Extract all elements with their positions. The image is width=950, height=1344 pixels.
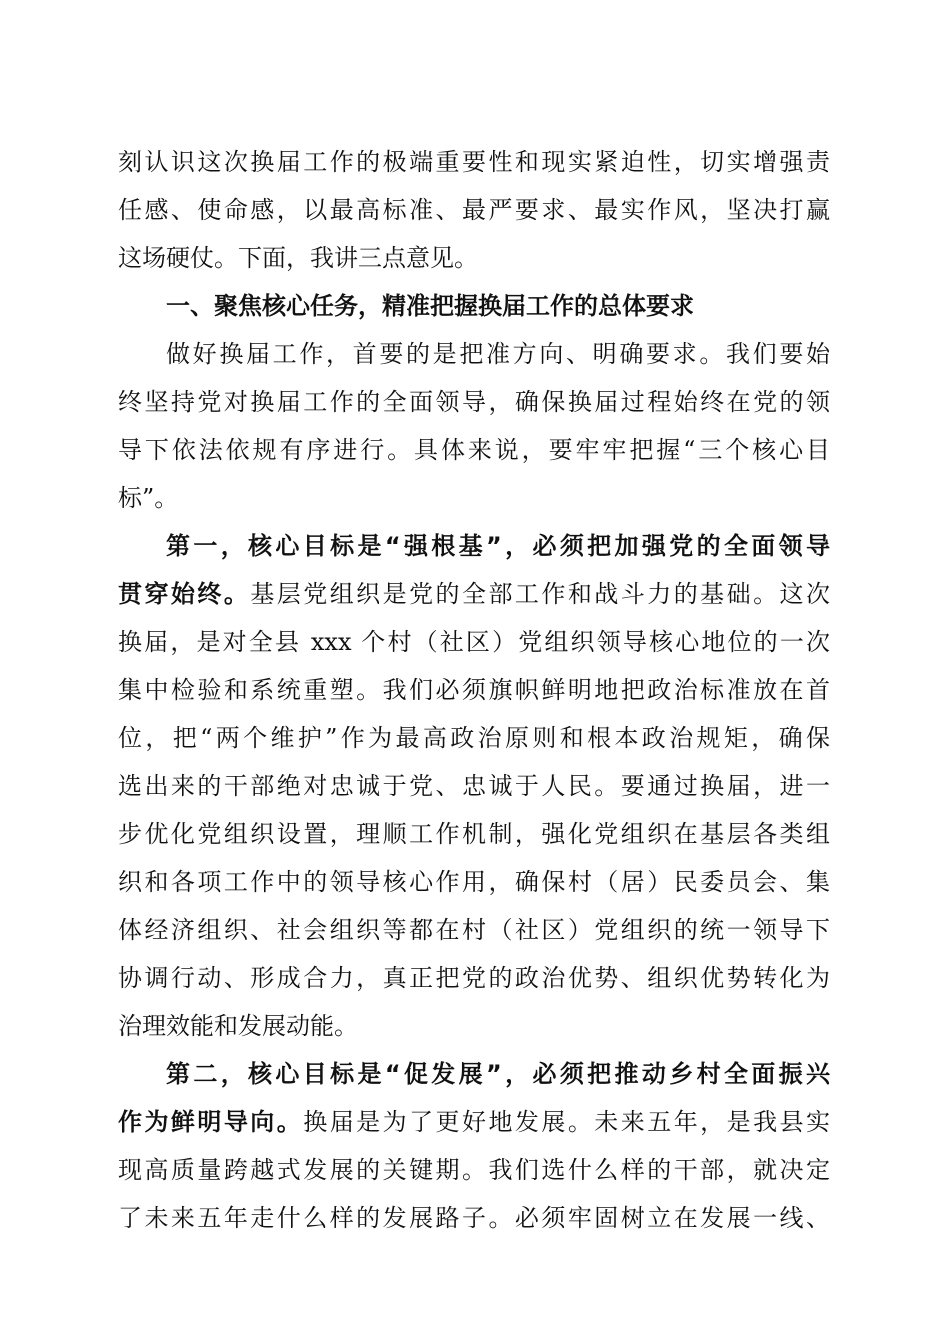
paragraph-line bbox=[118, 1102, 830, 1142]
paragraph-text: 基层党组织是党的全部工作和战斗力的基础。这次 bbox=[250, 580, 831, 608]
paragraph-line: 这场硬仗。下面，我讲三点意见。 bbox=[118, 244, 478, 272]
paragraph-line: 刻认识这次换届工作的极端重要性和现实紧迫性，切实增强责 bbox=[118, 148, 830, 176]
paragraph-line: 治理效能和发展动能。 bbox=[118, 1012, 358, 1040]
bold-lead-line: 第二，核心目标是“促发展”，必须把推动乡村全面振兴 bbox=[166, 1060, 830, 1088]
paragraph-line: 终坚持党对换届工作的全面领导，确保换届过程始终在党的领 bbox=[118, 388, 830, 416]
paragraph-line: 位，把“两个维护”作为最高政治原则和根本政治规矩，确保 bbox=[118, 724, 830, 752]
paragraph-line: 选出来的干部绝对忠诚于党、忠诚于人民。要通过换届，进一 bbox=[118, 772, 830, 800]
paragraph-line: 步优化党组织设置，理顺工作机制，强化党组织在基层各类组 bbox=[118, 820, 830, 848]
paragraph-line: 协调行动、形成合力，真正把党的政治优势、组织优势转化为 bbox=[118, 964, 830, 992]
paragraph-line: 做好换届工作，首要的是把准方向、明确要求。我们要始 bbox=[166, 340, 830, 368]
paragraph-text: 换届是为了更好地发展。未来五年，是我县实 bbox=[303, 1108, 831, 1136]
bold-lead-text: 作为鲜明导向。 bbox=[118, 1108, 304, 1136]
paragraph-line bbox=[118, 574, 830, 614]
bold-lead-line: 第一，核心目标是“强根基”，必须把加强党的全面领导 bbox=[166, 532, 830, 560]
paragraph-line: 换届，是对全县 xxx 个村（社区）党组织领导核心地位的一次 bbox=[118, 628, 830, 656]
paragraph-line: 体经济组织、社会组织等都在村（社区）党组织的统一领导下 bbox=[118, 916, 830, 944]
paragraph-line: 导下依法依规有序进行。具体来说，要牢牢把握“三个核心目 bbox=[118, 436, 830, 464]
bold-lead-text: 贯穿始终。 bbox=[118, 580, 251, 608]
paragraph-line: 了未来五年走什么样的发展路子。必须牢固树立在发展一线、 bbox=[118, 1204, 830, 1232]
paragraph-line: 现高质量跨越式发展的关键期。我们选什么样的干部，就决定 bbox=[118, 1156, 830, 1184]
paragraph-line: 任感、使命感，以最高标准、最严要求、最实作风，坚决打赢 bbox=[118, 196, 830, 224]
paragraph-line: 标”。 bbox=[118, 484, 179, 512]
section-heading: 一、聚焦核心任务，精准把握换届工作的总体要求 bbox=[166, 292, 694, 320]
paragraph-line: 织和各项工作中的领导核心作用，确保村（居）民委员会、集 bbox=[118, 868, 830, 896]
paragraph-line: 集中检验和系统重塑。我们必须旗帜鲜明地把政治标准放在首 bbox=[118, 676, 830, 704]
